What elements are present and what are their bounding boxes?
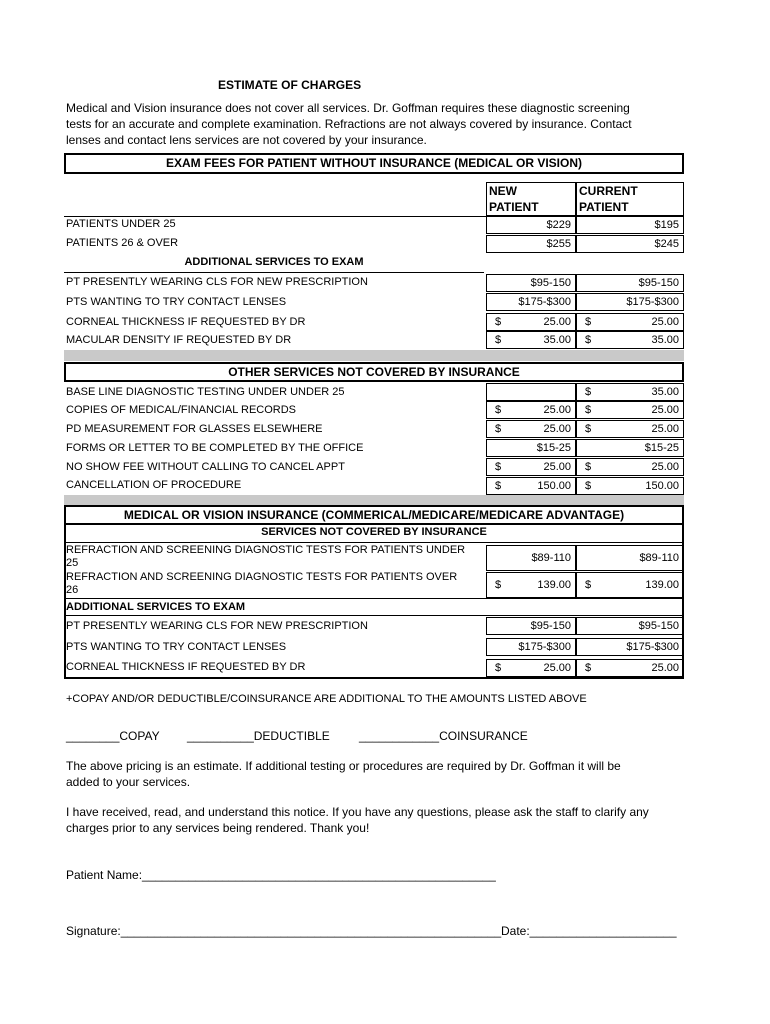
fee-cell-current [576,458,684,476]
dollar-sign: $ [495,579,502,591]
divider [64,542,684,543]
label-line: 25 [66,557,79,569]
fee-cell-new [486,458,576,476]
label-line: REFRACTION AND SCREENING DIAGNOSTIC TESTS FOR PATIENTS OVER [66,571,458,583]
fee-row-label: FORMS OR LETTER TO BE COMPLETED BY THE OFFICE [66,442,364,454]
fee-cell-current [576,274,684,292]
copay-note: +COPAY AND/OR DEDUCTIBLE/COINSURANCE ARE ADDITIONAL TO THE AMOUNTS LISTED ABOVE [66,693,587,705]
divider [682,505,684,679]
dollar-sign: $ [585,404,592,416]
fee-cell-current [576,638,684,656]
fee-cell-new [486,313,576,331]
additional-services-header: ADDITIONAL SERVICES TO EXAM [184,256,364,268]
acknowledgement-note [66,804,649,836]
deductible-field[interactable]: __________DEDUCTIBLE [187,729,330,743]
fee-value: $229 [546,219,571,231]
fee-row-label [66,571,457,597]
fee-row-label: CORNEAL THICKNESS IF REQUESTED BY DR [66,316,306,328]
dollar-sign: $ [495,461,502,473]
fee-cell-new [486,293,576,311]
fee-cell-current [576,293,684,311]
fee-cell-current [576,216,684,234]
dollar-sign: $ [585,316,592,328]
fee-cell-current [576,401,684,419]
fee-value: 150.00 [537,480,571,492]
dollar-sign: $ [495,334,502,346]
dollar-sign: $ [585,480,592,492]
intro-line: lenses and contact lens services are not covered by your insurance. [66,133,427,147]
dollar-sign: $ [495,480,502,492]
date-field[interactable]: Date:______________________ [501,924,677,938]
fee-cell-new [486,545,576,571]
fee-value: 35.00 [651,334,679,346]
fee-cell-current [576,545,684,571]
coinsurance-field[interactable]: ____________COINSURANCE [359,729,528,743]
intro-line: Medical and Vision insurance does not cover all services. Dr. Goffman requires these diagnostic screening [66,101,630,115]
fee-cell-current [576,420,684,438]
fee-value: $195 [654,219,679,231]
section-header-other-services: OTHER SERVICES NOT COVERED BY INSURANCE [64,362,684,382]
fee-cell-new [486,331,576,349]
fee-cell-new [486,274,576,292]
pricing-note [66,758,621,790]
divider [64,598,684,599]
fee-value: 150.00 [645,480,679,492]
fee-cell-current [576,235,684,253]
fee-value: 35.00 [651,386,679,398]
fee-value: $95-150 [638,277,679,289]
section-header-medical-vision-insurance: MEDICAL OR VISION INSURANCE (COMMERICAL/MEDICARE/MEDICARE ADVANTAGE) [64,505,684,525]
dollar-sign: $ [585,386,592,398]
fee-cell-current [576,572,684,598]
fee-cell-current [576,659,684,677]
fee-row-label: NO SHOW FEE WITHOUT CALLING TO CANCEL APPT [66,461,345,473]
fee-cell-current [576,617,684,635]
divider [64,677,684,679]
fee-row-label: PATIENTS UNDER 25 [66,218,176,230]
dollar-sign: $ [495,423,502,435]
dollar-sign: $ [495,316,502,328]
fee-value: $89-110 [531,552,571,564]
fee-row-label: CANCELLATION OF PROCEDURE [66,479,242,491]
fee-value: 25.00 [651,316,679,328]
fee-row-label: PTS WANTING TO TRY CONTACT LENSES [66,641,287,653]
fee-row-label: PD MEASUREMENT FOR GLASSES ELSEWHERE [66,423,323,435]
fee-row-label: PT PRESENTLY WEARING CLS FOR NEW PRESCRIPTION [66,620,368,632]
fee-value: 25.00 [651,404,679,416]
fee-cell-new [486,572,576,598]
fee-row-label: BASE LINE DIAGNOSTIC TESTING UNDER UNDER 25 [66,386,345,398]
fee-cell-current [576,313,684,331]
fee-row-label: PATIENTS 26 & OVER [66,237,179,249]
fee-cell-current [576,383,684,401]
fee-cell-new [486,401,576,419]
fee-value: $175-$300 [626,296,679,308]
column-header-current-patient [576,182,684,216]
fee-value: 35.00 [543,334,571,346]
column-header-text: NEW [489,184,517,198]
fee-value: $89-110 [639,552,679,564]
intro-paragraph [66,100,681,148]
divider [64,505,66,679]
note-line: The above pricing is an estimate. If additional testing or procedures are required by Dr. Goffman it will be [66,759,621,773]
services-not-covered-header: SERVICES NOT COVERED BY INSURANCE [261,526,487,538]
fee-value: $175-$300 [518,641,571,653]
note-line: charges prior to any services being rendered. Thank you! [66,821,370,835]
fee-value: 25.00 [543,461,571,473]
fee-cell-new [486,383,576,401]
section-header-exam-fees: EXAM FEES FOR PATIENT WITHOUT INSURANCE (MEDICAL OR VISION) [64,153,684,174]
column-header-text: PATIENT [489,200,539,214]
divider [64,272,484,273]
fee-value: $175-$300 [518,296,571,308]
signature-field[interactable]: Signature:_________________________________________________________ [66,924,502,938]
fee-value: 139.00 [537,579,571,591]
fee-row-label: COPIES OF MEDICAL/FINANCIAL RECORDS [66,404,297,416]
fee-cell-new [486,617,576,635]
dollar-sign: $ [585,662,592,674]
fee-cell-new [486,638,576,656]
fee-value: $15-25 [644,442,679,454]
fee-cell-new [486,235,576,253]
fee-value: $95-150 [530,277,571,289]
fee-value: $15-25 [536,442,571,454]
label-line: 26 [66,584,79,596]
note-line: I have received, read, and understand this notice. If you have any questions, please ask the staff to clarify any [66,805,649,819]
fee-value: $255 [546,238,571,250]
fee-cell-new [486,216,576,234]
fee-value: $95-150 [530,620,571,632]
fee-value: 25.00 [651,662,679,674]
dollar-sign: $ [585,579,592,591]
divider [64,615,684,616]
fee-value: 25.00 [543,316,571,328]
dollar-sign: $ [585,423,592,435]
column-header-text: CURRENT [579,184,638,198]
patient-name-field[interactable]: Patient Name:_____________________________________________________ [66,868,496,882]
fee-value: 25.00 [651,423,679,435]
fee-value: 25.00 [651,461,679,473]
fee-value: 139.00 [645,579,679,591]
fee-value: $95-150 [638,620,679,632]
copay-field[interactable]: ________COPAY [66,729,160,743]
fee-value: $245 [654,238,679,250]
label-line: REFRACTION AND SCREENING DIAGNOSTIC TESTS FOR PATIENTS UNDER [66,544,466,556]
fee-row-label: MACULAR DENSITY IF REQUESTED BY DR [66,334,292,346]
column-header-new-patient [486,182,576,216]
fee-value: 25.00 [543,662,571,674]
page-title: ESTIMATE OF CHARGES [218,78,362,92]
fee-row-label: PT PRESENTLY WEARING CLS FOR NEW PRESCRIPTION [66,276,368,288]
fee-value: $175-$300 [626,641,679,653]
fee-cell-current [576,331,684,349]
dollar-sign: $ [495,404,502,416]
fee-cell-new [486,439,576,457]
note-line: added to your services. [66,775,191,789]
fee-cell-new [486,420,576,438]
fee-row-label: CORNEAL THICKNESS IF REQUESTED BY DR [66,661,306,673]
dollar-sign: $ [585,334,592,346]
fee-row-label: PTS WANTING TO TRY CONTACT LENSES [66,296,287,308]
intro-line: tests for an accurate and complete examination. Refractions are not always covered by insurance. Contact [66,117,632,131]
fee-cell-new [486,659,576,677]
fee-value: 25.00 [543,423,571,435]
column-header-text: PATIENT [579,200,629,214]
dollar-sign: $ [495,662,502,674]
section-separator [64,495,684,505]
dollar-sign: $ [585,461,592,473]
fee-cell-new [486,477,576,495]
additional-services-header: ADDITIONAL SERVICES TO EXAM [66,601,246,613]
fee-cell-current [576,477,684,495]
section-separator [64,350,684,361]
fee-row-label [66,544,465,570]
fee-cell-current [576,439,684,457]
fee-value: 25.00 [543,404,571,416]
